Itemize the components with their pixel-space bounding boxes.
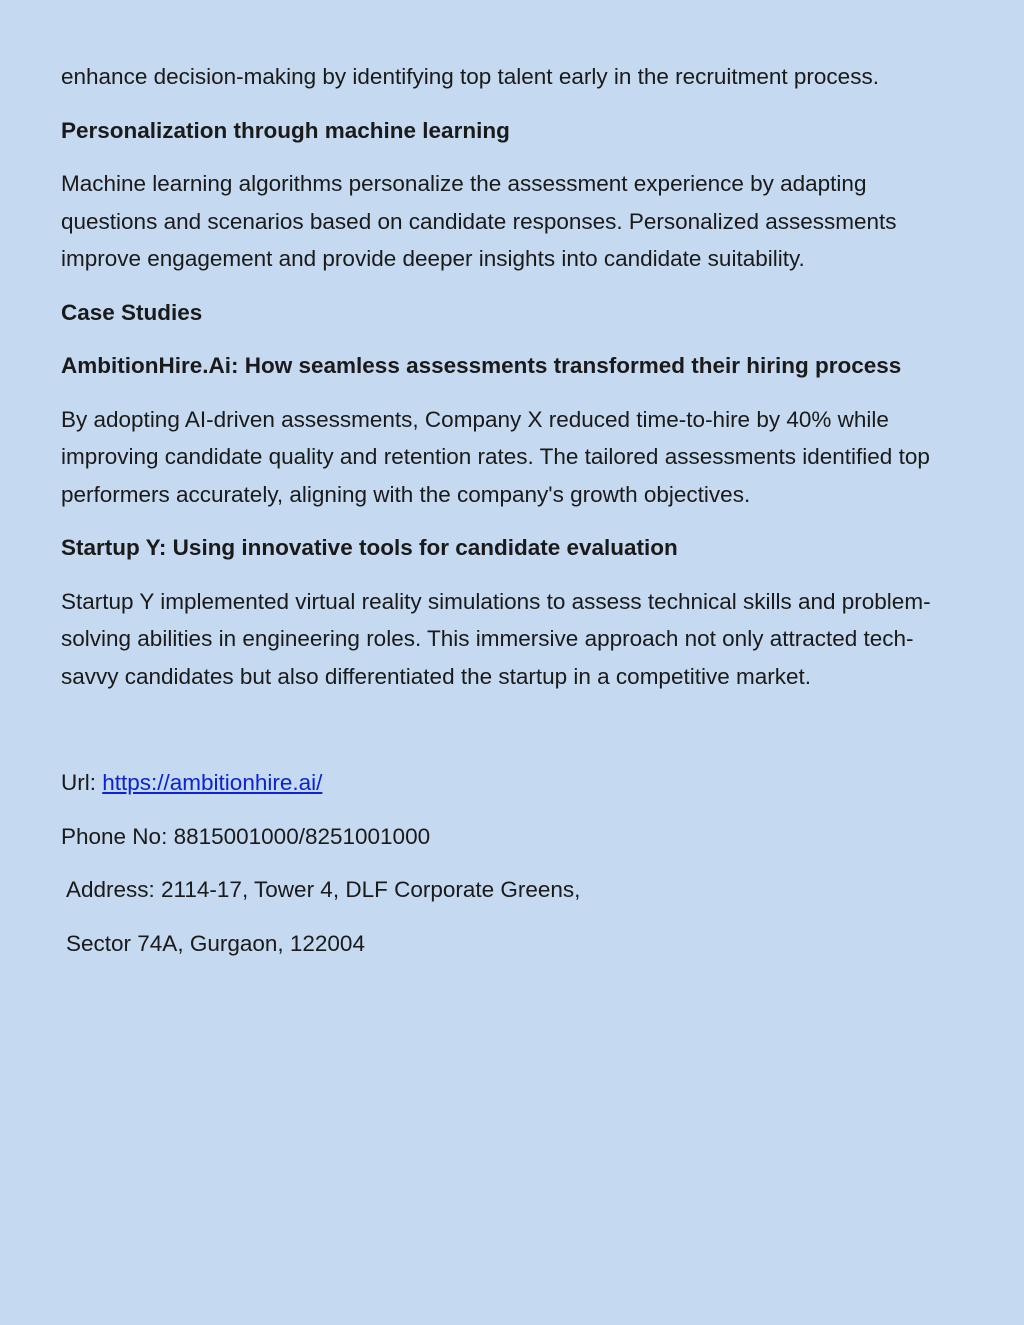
case-studies-heading: Case Studies [61,299,203,325]
spacer [61,711,960,764]
case-study-heading-startup-y: Startup Y: Using innovative tools for candidate evaluation [61,535,678,560]
contact-address-line2: Sector 74A, Gurgaon, 122004 [66,930,365,956]
website-link[interactable]: https://ambitionhire.ai/ [102,770,323,795]
intro-paragraph: enhance decision-making by identifying top talent early in the recruitment process. [61,64,879,89]
case-study-heading-ambitionhire: AmbitionHire.Ai: How seamless assessments transformed their hiring process [61,353,902,378]
section-text-personalization: Machine learning algorithms personalize the assessment experience by adapting questions and scenarios based on candidate responses. Personalized assessments improve engagement and provide deeper insights into candidate suitability. [61,171,897,271]
contact-address-line1: Address: 2114-17, Tower 4, DLF Corporate Greens, [66,877,581,902]
section-heading-personalization: Personalization through machine learning [61,117,510,143]
contact-url-line [61,764,960,802]
case-study-text-ambitionhire: By adopting AI-driven assessments, Company X reduced time-to-hire by 40% while improving candidate quality and retention rates. The tailored assessments identified top performers accurately, aligning with the company's growth objectives. [61,406,930,507]
url-label: Url: [61,770,103,795]
case-study-text-startup-y: Startup Y implemented virtual reality simulations to assess technical skills and problem-solving abilities in engineering roles. This immersive approach not only attracted tech-savvy candidates but also differentiated the startup in a competitive market. [61,588,931,689]
contact-phone: Phone No: 8815001000/8251001000 [61,823,431,849]
